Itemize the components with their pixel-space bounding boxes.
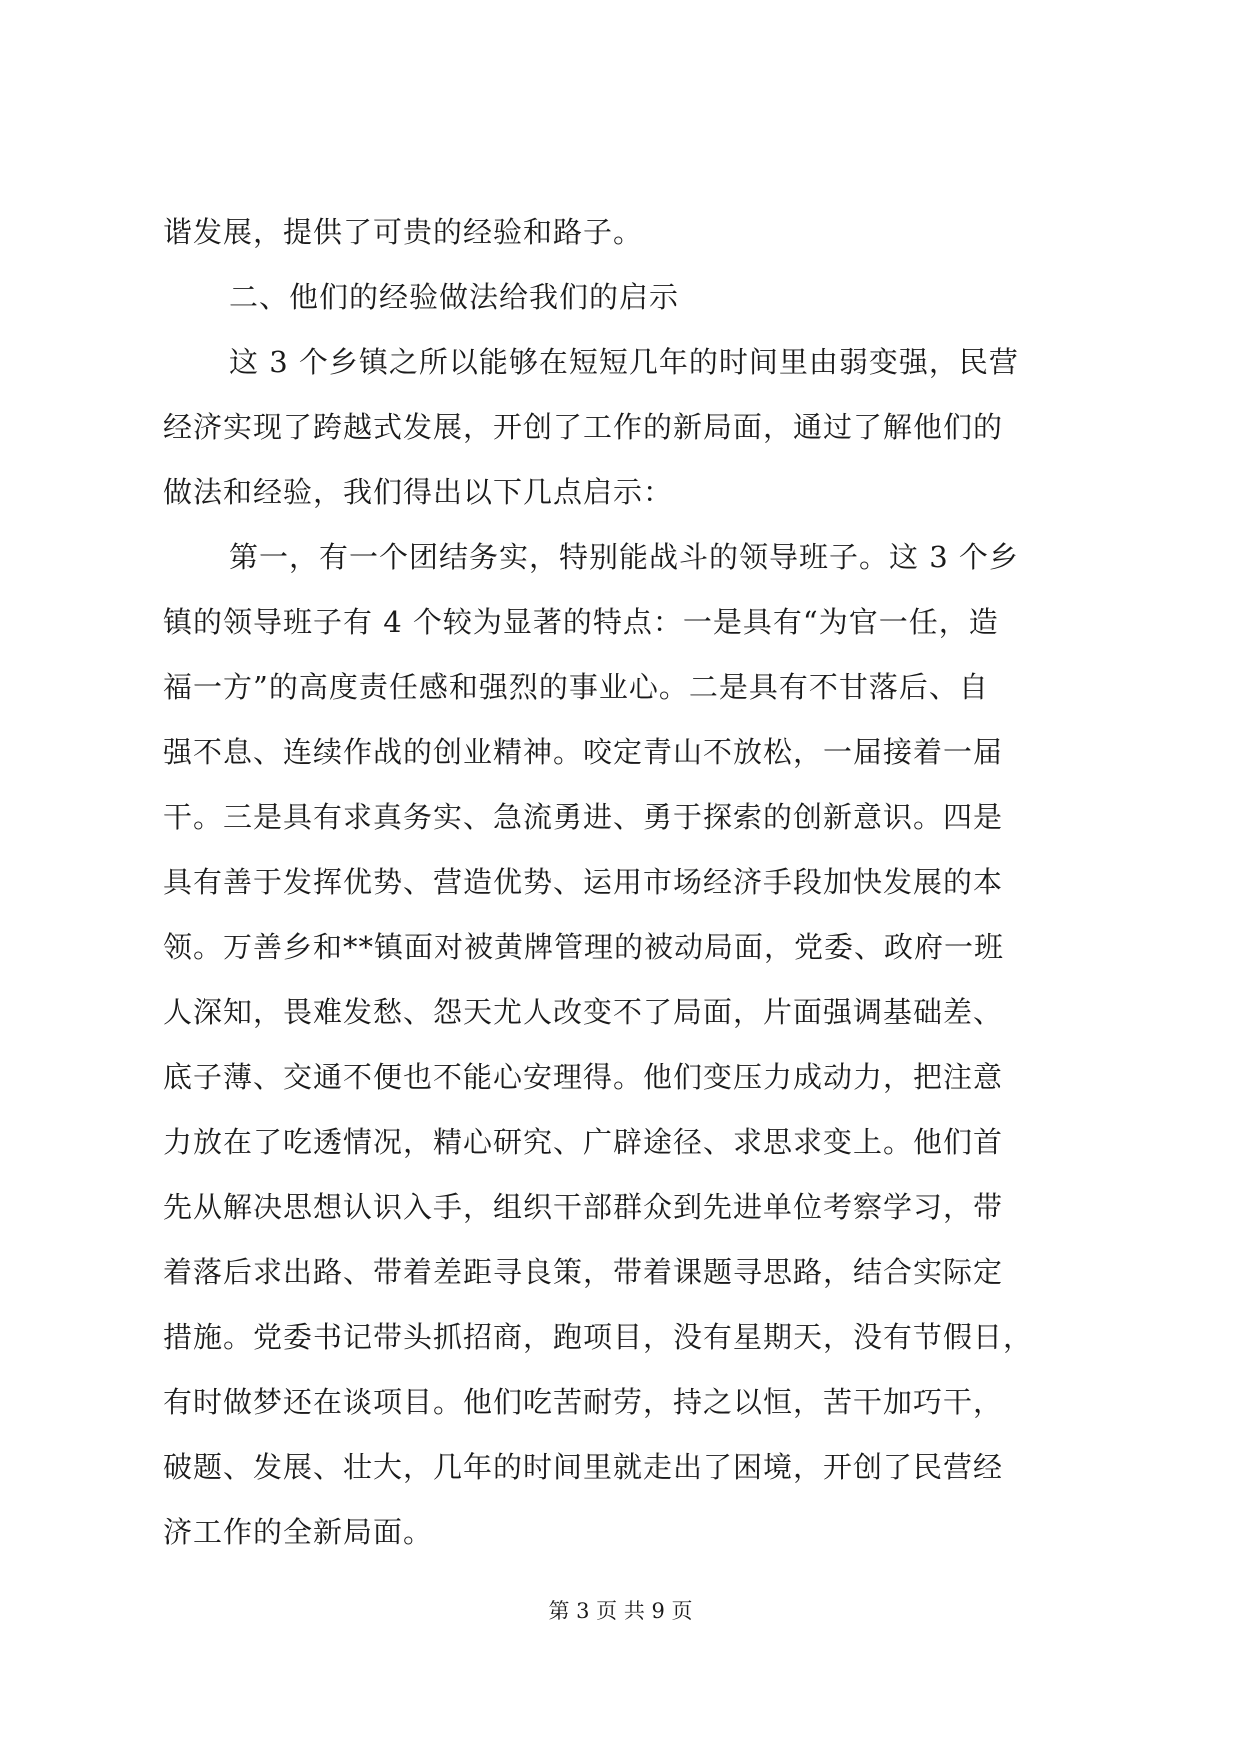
text-line: 有时做梦还在谈项目。他们吃苦耐劳，持之以恒，苦干加巧干， (163, 1385, 1004, 1419)
text-line: 济工作的全新局面。 (163, 1515, 434, 1549)
text-line: 领。万善乡和**镇面对被黄牌管理的被动局面，党委、政府一班 (163, 930, 1005, 964)
page-number: 第 3 页 共 9 页 (548, 1599, 693, 1623)
section-heading: 二、他们的经验做法给我们的启示 (229, 280, 680, 314)
text-line: 措施。党委书记带头抓招商，跑项目，没有星期天，没有节假日， (163, 1320, 1034, 1354)
text-line: 这 3 个乡镇之所以能够在短短几年的时间里由弱变强，民营 (229, 345, 1019, 379)
text-line: 第一，有一个团结务实，特别能战斗的领导班子。这 3 个乡 (229, 540, 1019, 574)
text-line: 破题、发展、壮大，几年的时间里就走出了困境，开创了民营经 (163, 1450, 1004, 1484)
text-line: 着落后求出路、带着差距寻良策，带着课题寻思路，结合实际定 (163, 1255, 1004, 1289)
text-line: 干。三是具有求真务实、急流勇进、勇于探索的创新意识。四是 (163, 800, 1004, 834)
text-line: 具有善于发挥优势、营造优势、运用市场经济手段加快发展的本 (163, 865, 1004, 899)
text-line: 人深知，畏难发愁、怨天尤人改变不了局面，片面强调基础差、 (163, 995, 1004, 1029)
text-line: 做法和经验，我们得出以下几点启示： (163, 475, 674, 509)
text-line: 镇的领导班子有 4 个较为显著的特点：一是具有“为官一任，造 (163, 605, 999, 639)
page-footer (0, 1596, 1241, 1626)
document-body (163, 200, 1083, 1565)
text-line: 经济实现了跨越式发展，开创了工作的新局面，通过了解他们的 (163, 410, 1004, 444)
text-line: 力放在了吃透情况，精心研究、广辟途径、求思求变上。他们首 (163, 1125, 1004, 1159)
text-line: 强不息、连续作战的创业精神。咬定青山不放松，一届接着一届 (163, 735, 1004, 769)
text-line: 底子薄、交通不便也不能心安理得。他们变压力成动力，把注意 (163, 1060, 1004, 1094)
text-line: 谐发展，提供了可贵的经验和路子。 (163, 215, 644, 249)
text-line: 福一方”的高度责任感和强烈的事业心。二是具有不甘落后、自 (163, 670, 989, 704)
text-line: 先从解决思想认识入手，组织干部群众到先进单位考察学习，带 (163, 1190, 1004, 1224)
